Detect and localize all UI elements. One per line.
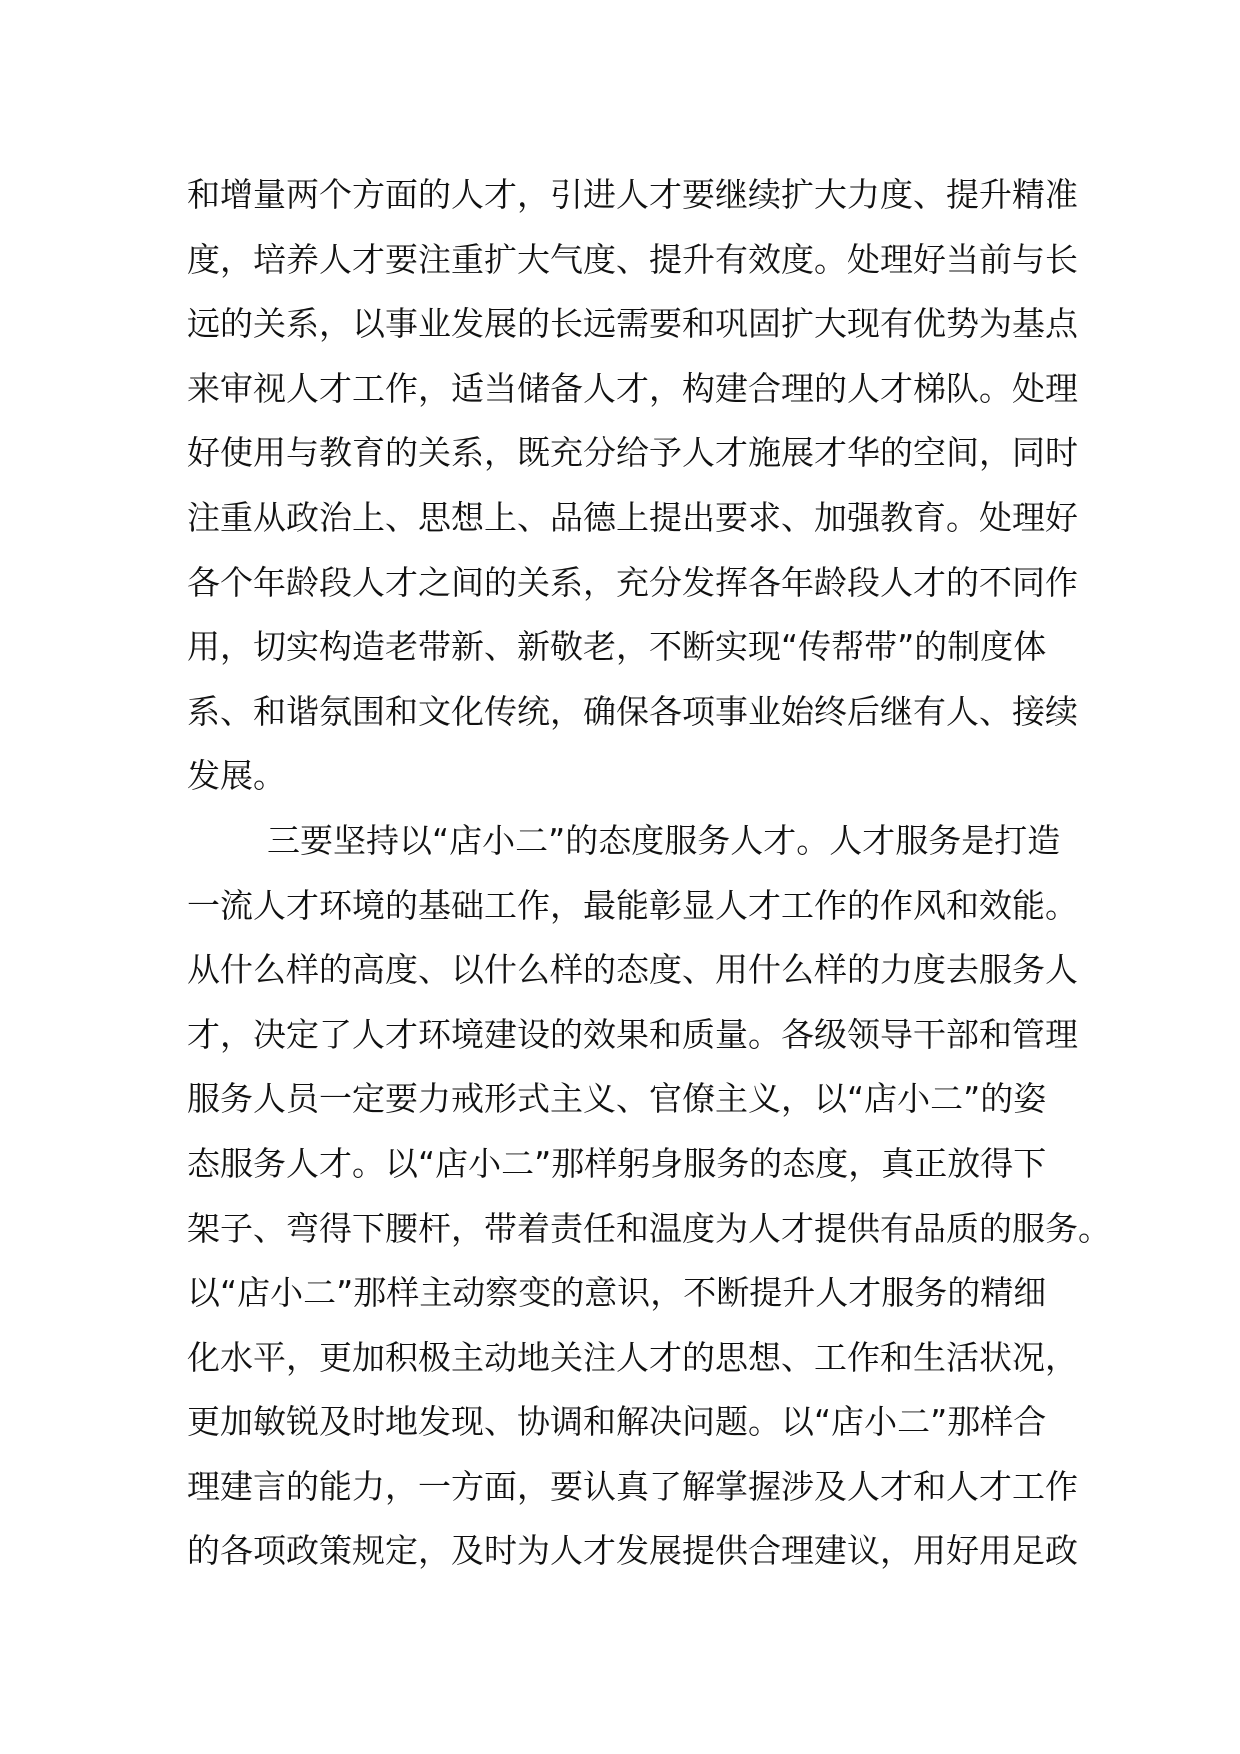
text-line: 一流人才环境的基础工作，最能彰显人才工作的作风和效能。 xyxy=(187,885,1078,925)
text-line: 更加敏锐及时地发现、协调和解决问题。以“店小二”那样合 xyxy=(187,1402,1047,1442)
text-line: 架子、弯得下腰杆，带着责任和温度为人才提供有品质的服务。 xyxy=(187,1208,1111,1248)
text-line: 各个年龄段人才之间的关系，充分发挥各年龄段人才的不同作 xyxy=(187,562,1078,602)
text-line: 度，培养人才要注重扩大气度、提升有效度。处理好当前与长 xyxy=(187,239,1078,279)
text-line: 以“店小二”那样主动察变的意识，不断提升人才服务的精细 xyxy=(187,1273,1047,1313)
text-line: 来审视人才工作，适当储备人才，构建合理的人才梯队。处理 xyxy=(187,368,1078,408)
body-text xyxy=(187,163,1111,1584)
text-line: 才，决定了人才环境建设的效果和质量。各级领导干部和管理 xyxy=(187,1014,1078,1054)
text-line: 发展。 xyxy=(187,756,286,796)
text-line: 和增量两个方面的人才，引进人才要继续扩大力度、提升精准 xyxy=(187,175,1078,214)
text-line: 的各项政策规定，及时为人才发展提供合理建议，用好用足政 xyxy=(187,1531,1078,1571)
text-line: 理建言的能力，一方面，要认真了解掌握涉及人才和人才工作 xyxy=(187,1466,1078,1506)
text-line: 态服务人才。以“店小二”那样躬身服务的态度，真正放得下 xyxy=(187,1143,1047,1183)
text-line: 好使用与教育的关系，既充分给予人才施展才华的空间，同时 xyxy=(187,433,1078,473)
text-line: 系、和谐氛围和文化传统，确保各项事业始终后继有人、接续 xyxy=(187,691,1078,731)
text-line: 用，切实构造老带新、新敬老，不断实现“传帮带”的制度体 xyxy=(187,627,1047,667)
text-line: 远的关系，以事业发展的长远需要和巩固扩大现有优势为基点 xyxy=(187,304,1078,344)
text-line: 化水平，更加积极主动地关注人才的思想、工作和生活状况， xyxy=(187,1337,1078,1377)
text-line: 服务人员一定要力戒形式主义、官僚主义，以“店小二”的姿 xyxy=(187,1079,1047,1119)
text-line: 从什么样的高度、以什么样的态度、用什么样的力度去服务人 xyxy=(187,950,1078,990)
paragraph-first-line: 三要坚持以“店小二”的态度服务人才。人才服务是打造 xyxy=(267,820,1061,860)
text-line: 注重从政治上、思想上、品德上提出要求、加强教育。处理好 xyxy=(187,497,1078,537)
